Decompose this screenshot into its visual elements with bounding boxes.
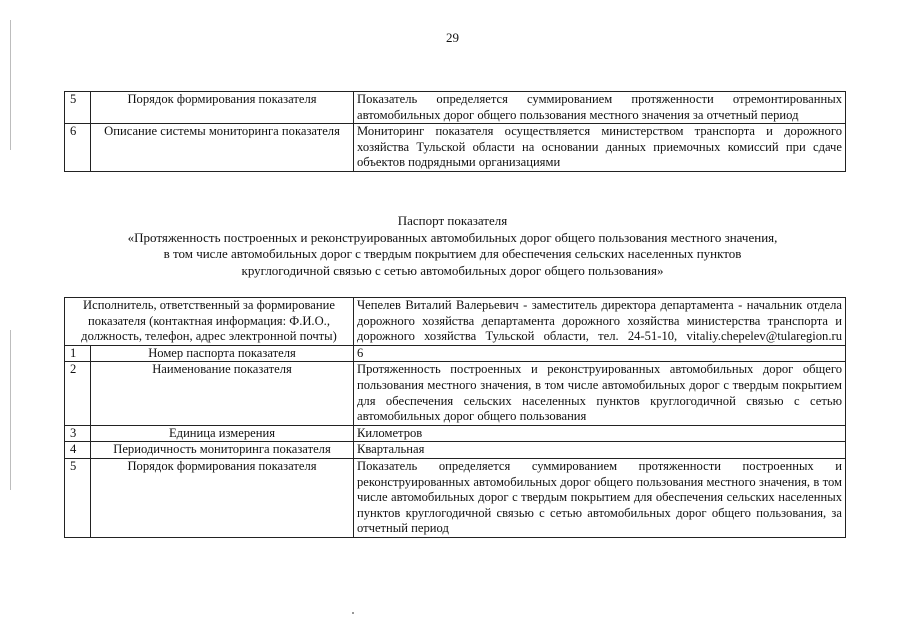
table-row: [65, 92, 846, 124]
passport-table: [64, 297, 846, 538]
row-number: 6: [65, 124, 91, 172]
passport-subtitle-line: «Протяженность построенных и реконструированных автомобильных дорог общего пользования местного значения,: [127, 229, 778, 245]
table-row: [65, 345, 846, 362]
row-value: Протяженность построенных и реконструированных автомобильных дорог общего пользования местного значения, в том числе автомобильных дорог с твердым покрытием для обеспечения сельских населенных пунктов круглогодичной связью с сетью автомобильных дорог общего пользования: [354, 362, 846, 425]
row-label: Номер паспорта показателя: [91, 345, 354, 362]
row-label: Порядок формирования показателя: [91, 92, 354, 124]
row-value: Показатель определяется суммированием протяженности построенных и реконструированных автомобильных дорог общего пользования местного значения, в том числе автомобильных дорог с твердым покрытием для обеспечения сельских населенных пунктов круглогодичной связью с сетью автомобильных дорог общего пользования, за отчетный период: [354, 458, 846, 537]
row-label: Наименование показателя: [91, 362, 354, 425]
table-row: [65, 458, 846, 537]
indicator-table-continued: [64, 91, 846, 172]
passport-heading: [40, 213, 865, 279]
row-number: 1: [65, 345, 91, 362]
row-label: Единица измерения: [91, 425, 354, 442]
row-value: Километров: [354, 425, 846, 442]
table-row: [65, 362, 846, 425]
row-number: 3: [65, 425, 91, 442]
passport-subtitle-line: круглогодичной связью с сетью автомобильных дорог общего пользования»: [241, 262, 664, 278]
table-row-executor: [65, 298, 846, 346]
row-number: 5: [65, 458, 91, 537]
executor-value: Чепелев Виталий Валерьевич - заместитель директора департамента - начальник отдела дорожного хозяйства департамента дорожного хозяйства министерства транспорта и дорожного хозяйства Тульской области, тел. 24-51-10, vitaliy.chepelev@tularegion.ru: [354, 298, 846, 346]
page-number: 29: [446, 30, 459, 45]
row-value: Мониторинг показателя осуществляется министерством транспорта и дорожного хозяйства Тульской области на основании данных приемочных комиссий при сдаче объектов подрядными организациями: [354, 124, 846, 172]
executor-label: Исполнитель, ответственный за формирование показателя (контактная информация: Ф.И.О., должность, телефон, адрес электронной почты): [65, 298, 354, 346]
row-number: 5: [65, 92, 91, 124]
row-number: 2: [65, 362, 91, 425]
scan-edge-mark: [10, 330, 11, 490]
passport-title: Паспорт показателя: [397, 213, 508, 228]
row-label: Порядок формирования показателя: [91, 458, 354, 537]
table-row: [65, 425, 846, 442]
row-label: Периодичность мониторинга показателя: [91, 442, 354, 459]
row-number: 4: [65, 442, 91, 459]
row-label: Описание системы мониторинга показателя: [91, 124, 354, 172]
row-value: 6: [354, 345, 846, 362]
row-value: Показатель определяется суммированием протяженности отремонтированных автомобильных дорог общего пользования местного значения за отчетный период: [354, 92, 846, 124]
passport-subtitle-line: в том числе автомобильных дорог с твердым покрытием для обеспечения сельских населенных пунктов: [163, 246, 742, 261]
table-row: [65, 124, 846, 172]
table-row: [65, 442, 846, 459]
row-value: Квартальная: [354, 442, 846, 459]
scan-dot: [352, 612, 354, 614]
